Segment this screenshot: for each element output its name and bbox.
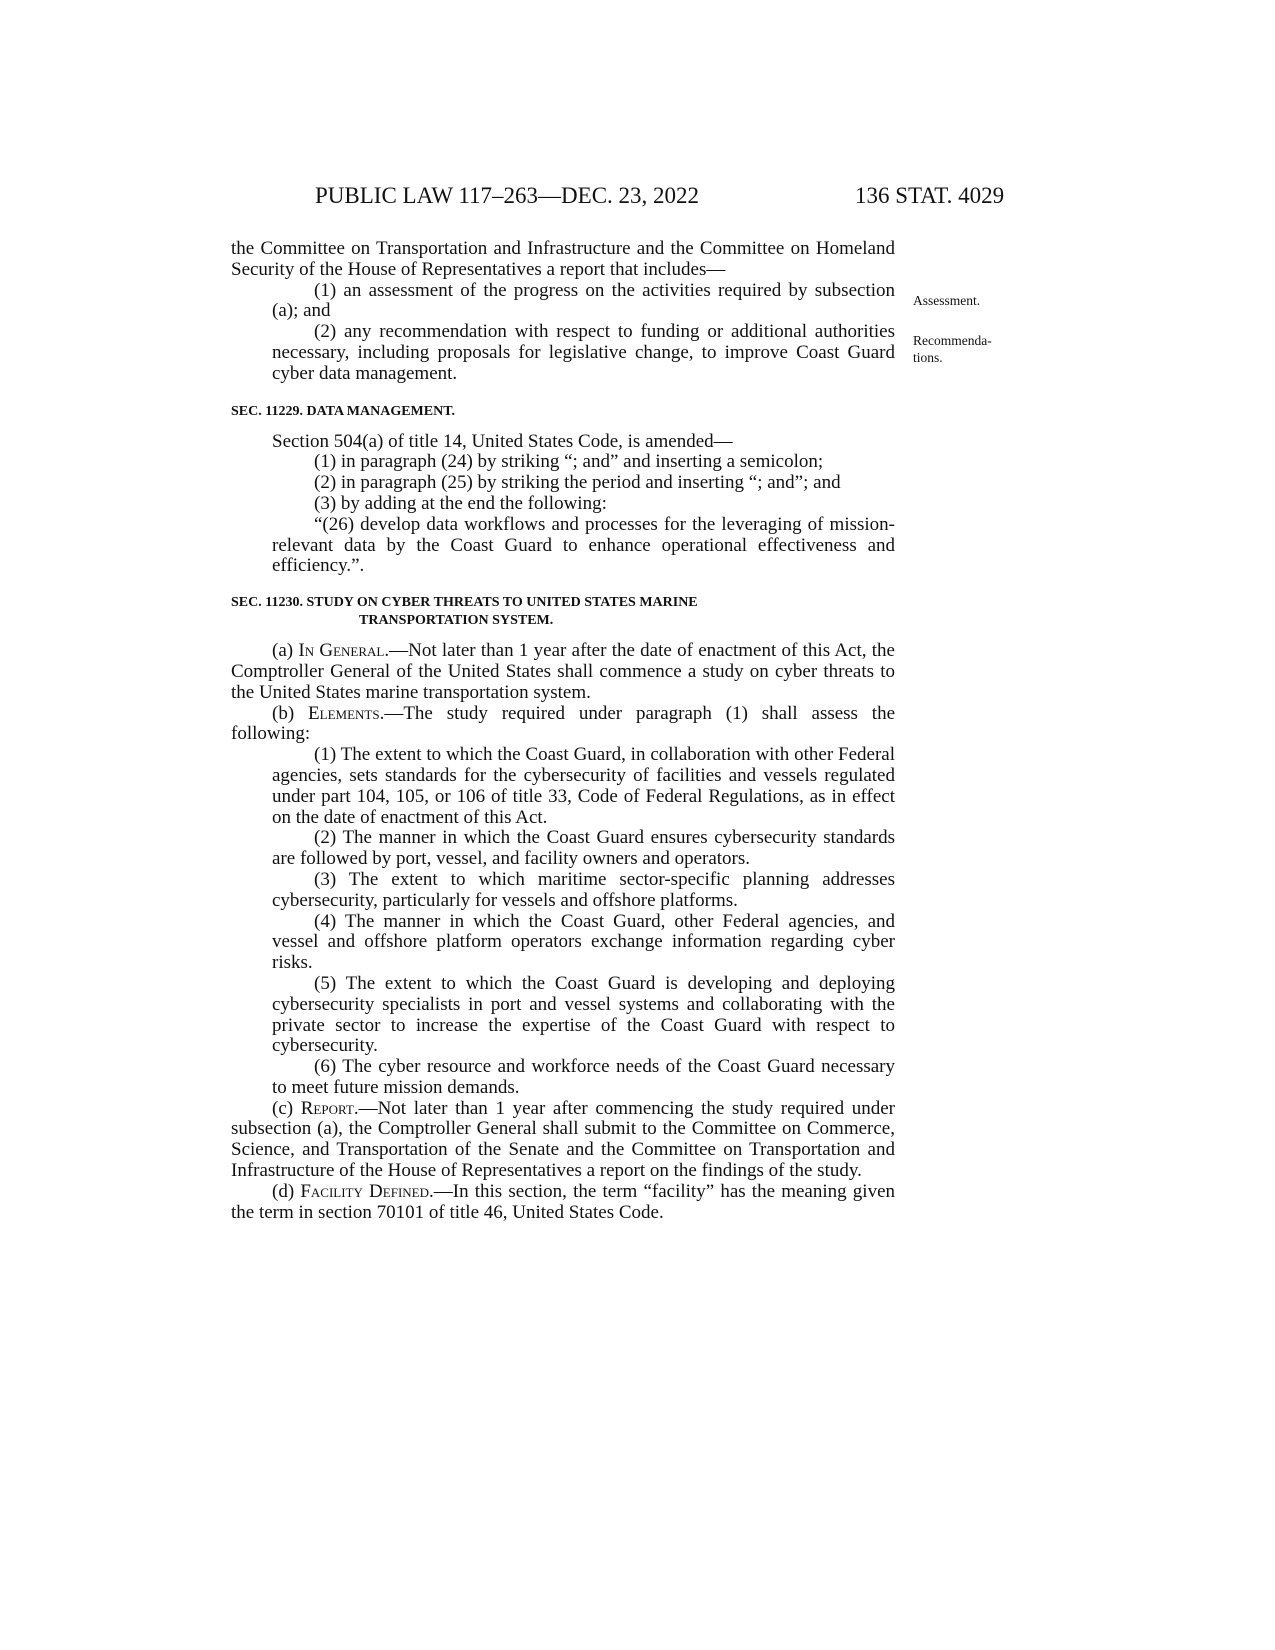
subsection-text: .—The study required under paragraph (1) shall assess the following: bbox=[231, 702, 896, 745]
subsection-text: .—Not later than 1 year after the date of enactment of this Act, the Comptroller General of the United States shall commence a study on cyber threats to the United States marine transportation system. bbox=[231, 640, 895, 703]
margin-note-line: tions. bbox=[913, 350, 943, 365]
subsection-label: (d) bbox=[272, 1180, 301, 1202]
subsection-b-item-5: (5) The extent to which the Coast Guard is developing and deploying cybersecurity specialists in port and vessel systems and collaborating with the private sector to increase the expertise of the Coast Guard with respect to cybersecurity. bbox=[272, 972, 895, 1057]
subsection-c bbox=[231, 1099, 895, 1182]
subsection-caption: Facility Defined bbox=[300, 1180, 429, 1202]
subsection-caption: Elements bbox=[308, 702, 380, 724]
subsection-b-item-3: (3) The extent to which maritime sector-specific planning addresses cybersecurity, particularly for vessels and offshore platforms. bbox=[272, 868, 895, 911]
running-head bbox=[0, 180, 1275, 212]
section-heading-line: SEC. 11230. STUDY ON CYBER THREATS TO UNITED STATES MARINE bbox=[231, 595, 698, 611]
page-number: 136 STAT. 4029 bbox=[855, 183, 1005, 208]
section-heading-line: TRANSPORTATION SYSTEM. bbox=[359, 613, 554, 629]
subsection-a bbox=[231, 641, 895, 703]
subsection-b-item-6: (6) The cyber resource and workforce needs of the Coast Guard necessary to meet future mission demands. bbox=[272, 1056, 895, 1098]
subsection-label: (b) bbox=[272, 702, 309, 724]
subsection-caption: Report bbox=[300, 1097, 354, 1119]
running-title: PUBLIC LAW 117–263—DEC. 23, 2022 bbox=[315, 183, 700, 208]
section-heading-11229: SEC. 11229. DATA MANAGEMENT. bbox=[231, 403, 456, 419]
subsection-b-item-4: (4) The manner in which the Coast Guard, other Federal agencies, and vessel and offshore platform operators exchange information regarding cyber risks. bbox=[272, 910, 895, 974]
subsection-b bbox=[231, 704, 895, 746]
intro-item-1: (1) an assessment of the progress on the activities required by subsection (a); and bbox=[272, 279, 895, 322]
subsection-caption: In General bbox=[298, 640, 385, 662]
document-body bbox=[231, 239, 895, 1223]
margin-note-line: Recommenda- bbox=[913, 333, 992, 348]
intro-paragraph: the Committee on Transportation and Infrastructure and the Committee on Homeland Security of the House of Representatives a report that includes— bbox=[231, 238, 895, 280]
sec11229-item-1: (1) in paragraph (24) by striking “; and” and inserting a semicolon; bbox=[314, 451, 824, 473]
section-heading-11230 bbox=[231, 594, 895, 630]
subsection-b-item-2: (2) The manner in which the Coast Guard ensures cybersecurity standards are followed by port, vessel, and facility owners and operators. bbox=[272, 827, 895, 870]
sec11229-lead: Section 504(a) of title 14, United States Code, is amended— bbox=[272, 430, 733, 452]
intro-item-2: (2) any recommendation with respect to funding or additional authorities necessary, including proposals for legislative change, to improve Coast Guard cyber data management. bbox=[272, 321, 895, 384]
sec11229-item-2: (2) in paragraph (25) by striking the period and inserting “; and”; and bbox=[314, 472, 841, 494]
margin-note-assessment: Assessment. bbox=[913, 293, 981, 308]
subsection-text: .—In this section, the term “facility” has the meaning given the term in section 70101 of title 46, United States Code. bbox=[231, 1180, 895, 1223]
subsection-label: (a) bbox=[272, 640, 299, 662]
subsection-d bbox=[231, 1182, 895, 1224]
sec11229-item-3: (3) by adding at the end the following: bbox=[314, 492, 607, 514]
subsection-label: (c) bbox=[272, 1097, 301, 1119]
subsection-b-item-1: (1) The extent to which the Coast Guard, in collaboration with other Federal agencies, sets standards for the cybersecurity of facilities and vessels regulated under part 104, 105, or 106 of title 33, Code of Federal Regulations, as in effect on the date of enactment of this Act. bbox=[272, 744, 895, 828]
subsection-text: .—Not later than 1 year after commencing the study required under subsection (a), the Comptroller General shall submit to the Committee on Commerce, Science, and Transportation of the Senate and the Committee on Transportation and Infrastructure of the House of Representatives a report on the findings of the study. bbox=[231, 1097, 895, 1182]
sec11229-quoted-paragraph: “(26) develop data workflows and processes for the leveraging of mission-relevant data by the Coast Guard to enhance operational effectiveness and efficiency.”. bbox=[272, 513, 895, 577]
margin-note-recommendations bbox=[913, 332, 1023, 366]
